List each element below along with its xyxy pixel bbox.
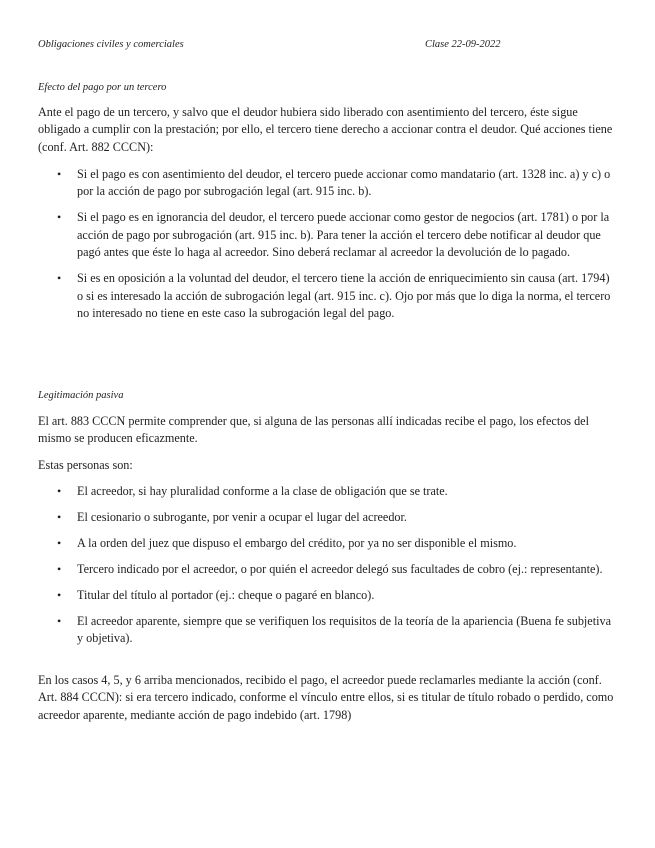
list-item: • El cesionario o subrogante, por venir a ocupar el lugar del acreedor. [0, 509, 617, 526]
list-item: • El acreedor, si hay pluralidad conforme a la clase de obligación que se trate. [0, 483, 617, 500]
list-item: • Si el pago es en ignorancia del deudor, el tercero puede accionar como gestor de negocios (art. 1781) o por la acción de pago por subrogación (art. 915 inc. b). Para tener la acción el tercero debe notificar al deudor que pagó antes que éste lo haga al acreedor. Sino deberá reclamar al acreedor la devolución de lo pagado. [0, 209, 617, 261]
section-title-efecto-pago: Efecto del pago por un tercero [38, 82, 167, 93]
list-item: • Si es en oposición a la voluntad del deudor, el tercero tiene la acción de enriquecimiento sin causa (art. 1794) o si es interesado la acción de subrogación legal (art. 915 inc. c). Ojo por más que lo diga la norma, el tercero no interesado no tiene en este caso la subrogación legal del pago. [0, 270, 617, 322]
paragraph-closing: En los casos 4, 5, y 6 arriba mencionados, recibido el pago, el acreedor puede reclamarles mediante la acción (conf. Art. 884 CCCN): si era tercero indicado, conforme el vínculo entre ellos, si es titular de título robado o perdido, como acreedor aparente, mediante acción de pago indebido (art. 1798) [38, 673, 614, 722]
bullet-list-acciones [0, 166, 655, 331]
section-title-legitimacion: Legitimación pasiva [38, 390, 124, 401]
list-item: • A la orden del juez que dispuso el embargo del crédito, por ya no ser disponible el mismo. [0, 535, 617, 552]
list-item: • El acreedor aparente, siempre que se verifiquen los requisitos de la teoría de la apariencia (Buena fe subjetiva y objetiva). [0, 613, 617, 648]
paragraph-intro-legitimacion: El art. 883 CCCN permite comprender que, si alguna de las personas allí indicadas recibe el pago, los efectos del mismo se producen eficazmente. [38, 414, 589, 446]
list-item: • Si el pago es con asentimiento del deudor, el tercero puede accionar como mandatario (art. 1328 inc. a) y c) o por la acción de pago por subrogación legal (art. 915 inc. b). [0, 166, 617, 201]
bullet-list-personas [0, 483, 655, 656]
list-item: • Tercero indicado por el acreedor, o por quién el acreedor delegó sus facultades de cobro (ej.: representante). [0, 561, 617, 578]
paragraph-lead-personas: Estas personas son: [38, 458, 133, 472]
class-date: Clase 22-09-2022 [425, 39, 501, 50]
list-item: • Titular del título al portador (ej.: cheque o pagaré en blanco). [0, 587, 617, 604]
paragraph-intro-pago-tercero: Ante el pago de un tercero, y salvo que el deudor hubiera sido liberado con asentimiento del tercero, éste sigue obligado a cumplir con la prestación; por ello, el tercero tiene derecho a accionar contra el deudor. Qué acciones tiene (conf. Art. 882 CCCN): [38, 105, 613, 154]
course-title: Obligaciones civiles y comerciales [38, 39, 184, 50]
